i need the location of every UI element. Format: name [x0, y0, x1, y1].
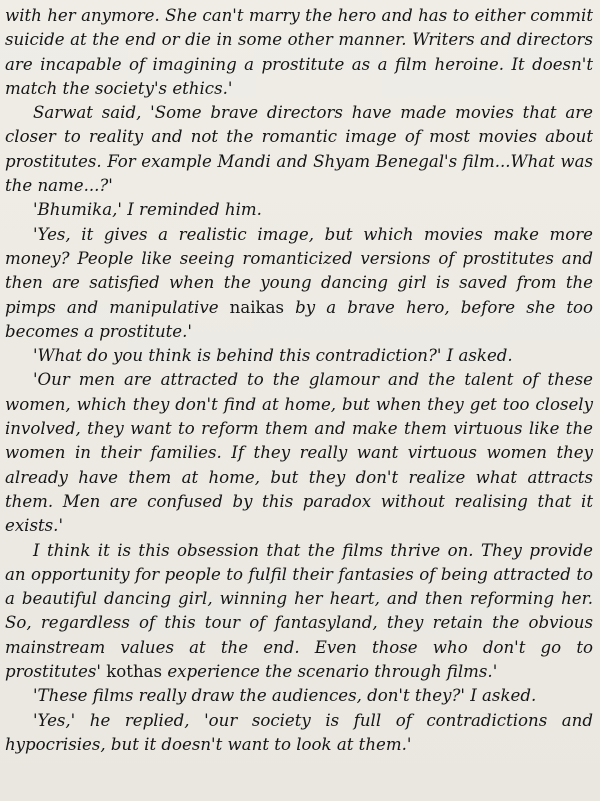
paragraph-8: 'These films really draw the audiences, don't they?' I asked.	[33, 686, 537, 706]
paragraph-3: 'Bhumika,' I reminded him.	[33, 200, 262, 220]
paragraph-4-text-b: by a brave hero, before she too becomes a prostitute.'	[5, 297, 593, 341]
paragraph-7-text-a: I think it is this obsession that the films thrive on. They provide an opportunity for people to fulfil their fantasies of being attracted to a beautiful dancing girl, winning her heart, and then reforming her. So, regardless of this tour of fantasyland, they retain the obvious mainstream values at the end. Even those who don't go to prostitutes'	[5, 540, 593, 682]
page-text	[5, 4, 593, 757]
kothas-term: kothas	[106, 662, 163, 682]
paragraph-9: 'Yes,' he replied, 'our society is full of contradictions and hypocrisies, but it doesn't want to look at them.'	[5, 710, 593, 754]
paragraph-7	[5, 539, 593, 685]
paragraph-2: Sarwat said, 'Some brave directors have made movies that are closer to reality and not the romantic image of most movies about prostitutes. For example Mandi and Shyam Benegal's film...What was the name...?'	[5, 103, 593, 196]
paragraph-1: with her anymore. She can't marry the hero and has to either commit suicide at the end or die in some other manner. Writers and directors are incapable of imagining a prostitute as a film heroine. It doesn't match the society's ethics.'	[5, 6, 593, 98]
paragraph-4	[5, 223, 593, 344]
naikas-term: naikas	[229, 297, 284, 317]
paragraph-5: 'What do you think is behind this contradiction?' I asked.	[33, 346, 513, 366]
paragraph-6: 'Our men are attracted to the glamour and the talent of these women, which they don't find at home, but when they get too closely involved, they want to reform them and make them virtuous like the women in their families. If they really want virtuous women they already have them at home, but they don't realize what attracts them. Men are confused by this paradox without realising that it exists.'	[5, 370, 593, 536]
paragraph-4-text-a: 'Yes, it gives a realistic image, but which movies make more money? People like seeing romanticized versions of prostitutes and then are satisfied when the young dancing girl is saved from the pimps and manipulative	[5, 224, 593, 317]
paragraph-7-text-b: experience the scenario through films.'	[162, 662, 498, 682]
